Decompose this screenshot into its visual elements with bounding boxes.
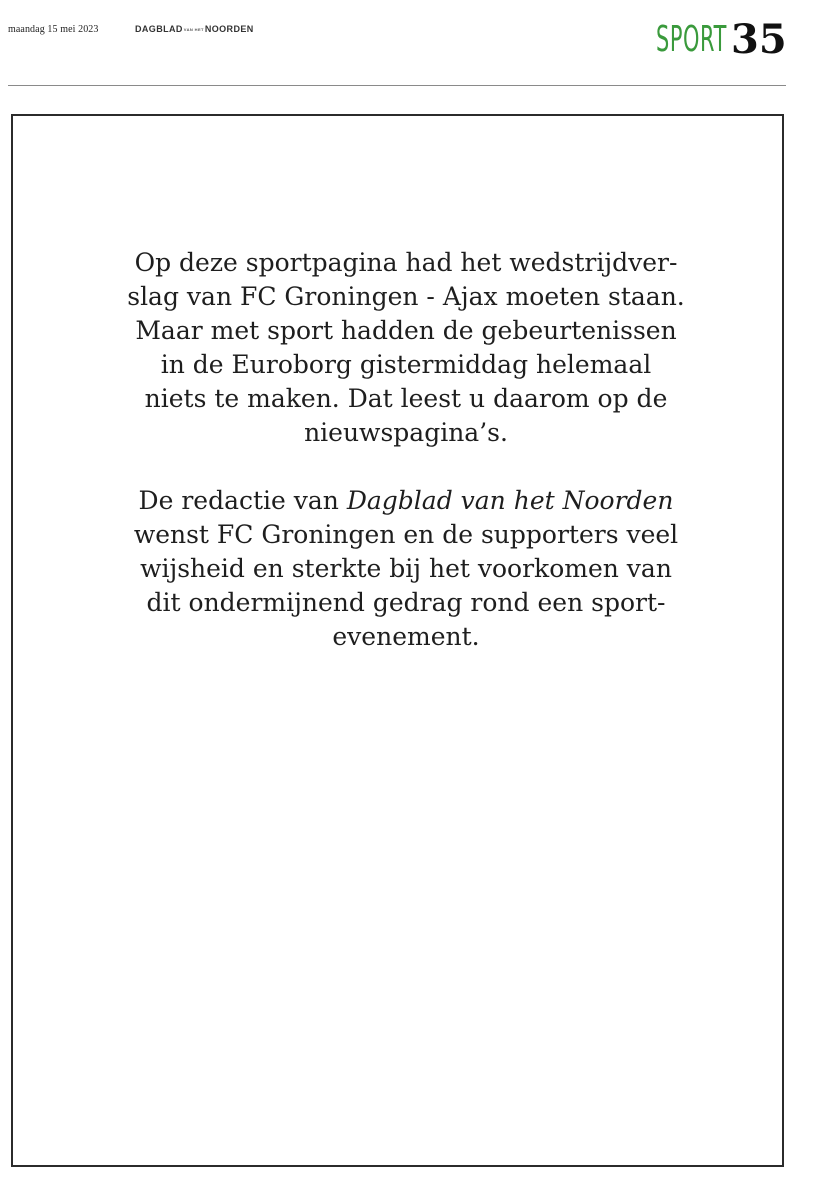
notice-paragraph-1 [60,246,752,450]
notice-line: slag van FC Groningen - Ajax moeten staan. [127,282,685,311]
notice-paragraph-2 [60,484,752,654]
notice-line: in de Euroborg gistermiddag helemaal [160,350,652,379]
masthead-word-left: DAGBLAD [135,24,183,34]
notice-line: Op deze sportpagina had het wedstrijdver- [134,248,678,277]
issue-date: maandag 15 mei 2023 [8,24,99,35]
notice-line: niets te maken. Dat leest u daarom op de [144,384,668,413]
notice-line-prefix: De redactie van [138,486,347,515]
masthead-word-mid: VAN HET [183,26,204,32]
newspaper-masthead [135,24,254,34]
section-label: SPORT [656,19,727,60]
notice-line: evenement. [332,622,480,651]
notice-line: wenst FC Groningen en de supporters veel [133,520,679,549]
page-header [0,0,813,86]
notice-line: nieuwspagina’s. [304,418,508,447]
notice-line: dit ondermijnend gedrag rond een sport- [146,588,666,617]
masthead-word-right: NOORDEN [204,24,254,34]
header-divider [8,85,786,86]
notice-line [60,484,752,518]
editorial-notice [60,246,752,654]
newspaper-name: Dagblad van het Noorden [346,486,674,515]
page-number: 35 [731,16,787,63]
notice-line: Maar met sport hadden de gebeurtenissen [135,316,677,345]
notice-line: wijsheid en sterkte bij het voorkomen van [140,554,672,583]
